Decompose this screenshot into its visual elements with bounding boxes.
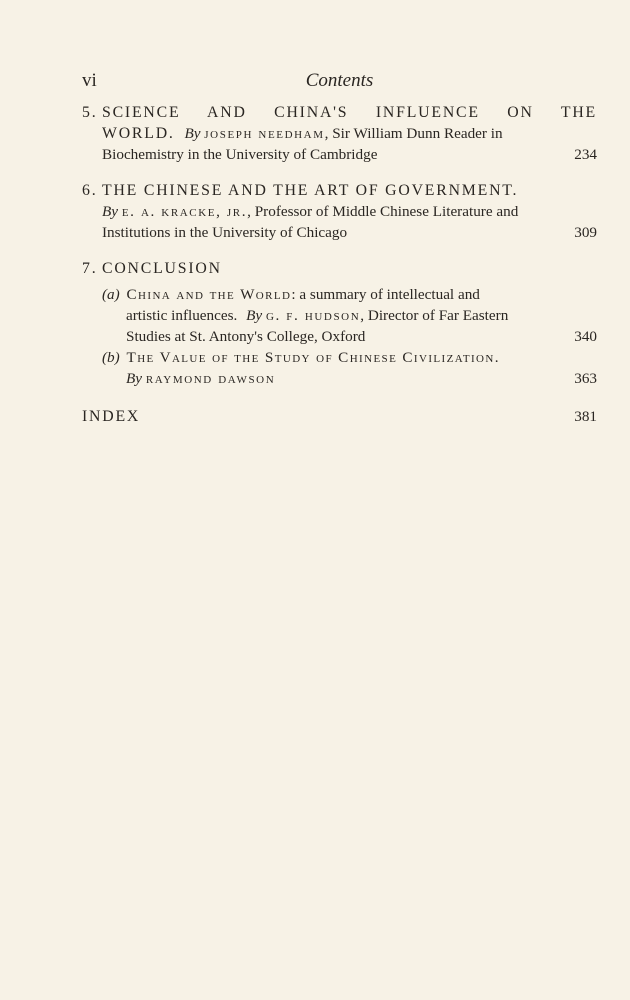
subentry-title: China and the World xyxy=(126,286,292,303)
by-label: By xyxy=(184,125,201,142)
page-folio: vi xyxy=(82,70,97,91)
toc-entry-7 xyxy=(82,260,597,394)
running-title: Contents xyxy=(305,70,374,91)
author-name: g. f. hudson xyxy=(265,307,361,324)
by-label: By xyxy=(246,307,263,324)
author-description: , Director of Far Eastern xyxy=(360,307,509,324)
subentry-label: (b) xyxy=(102,349,120,366)
author-name: raymond dawson xyxy=(145,370,276,387)
page-number: 309 xyxy=(574,224,597,241)
author-description: , Professor of Middle Chinese Literature and xyxy=(247,203,519,220)
entry-title: CONCLUSION xyxy=(102,260,222,277)
author-description: , Sir William Dunn Reader in xyxy=(324,125,503,142)
entry-title-continued: WORLD. xyxy=(102,125,175,142)
entry-number: 5. xyxy=(82,104,98,121)
toc-entry-5[interactable] xyxy=(82,104,597,170)
page-number: 340 xyxy=(574,328,597,345)
toc-entry-index[interactable] xyxy=(82,408,597,432)
page-number: 381 xyxy=(574,408,597,425)
subentry-title-continued: artistic influences. xyxy=(126,307,238,324)
author-name: e. a. kracke, jr. xyxy=(121,203,248,220)
subentry-title-rest: : a summary of intellectual and xyxy=(291,286,480,303)
toc-subentry-b[interactable] xyxy=(82,349,597,393)
page-number: 234 xyxy=(574,146,597,163)
by-label: By xyxy=(126,370,143,387)
entry-title: INDEX xyxy=(82,408,141,425)
subentry-label: (a) xyxy=(102,286,120,303)
entry-number: 7. xyxy=(82,260,98,277)
toc-entry-6[interactable] xyxy=(82,182,597,248)
author-name: joseph needham xyxy=(204,125,325,142)
author-description-continued: Institutions in the University of Chicago xyxy=(102,224,348,241)
subentry-title: The Value of the Study of Chinese Civilization. xyxy=(126,349,500,366)
page-number: 363 xyxy=(574,370,597,387)
entry-title: SCIENCE AND CHINA'S INFLUENCE ON THE xyxy=(102,104,597,121)
running-header xyxy=(82,70,597,94)
entry-number: 6. xyxy=(82,182,98,199)
author-description-continued: Studies at St. Antony's College, Oxford xyxy=(126,328,366,345)
entry-title: THE CHINESE AND THE ART OF GOVERNMENT. xyxy=(102,182,519,199)
toc-subentry-a[interactable] xyxy=(82,286,597,350)
by-label: By xyxy=(102,203,119,220)
author-description-continued: Biochemistry in the University of Cambridge xyxy=(102,146,378,163)
